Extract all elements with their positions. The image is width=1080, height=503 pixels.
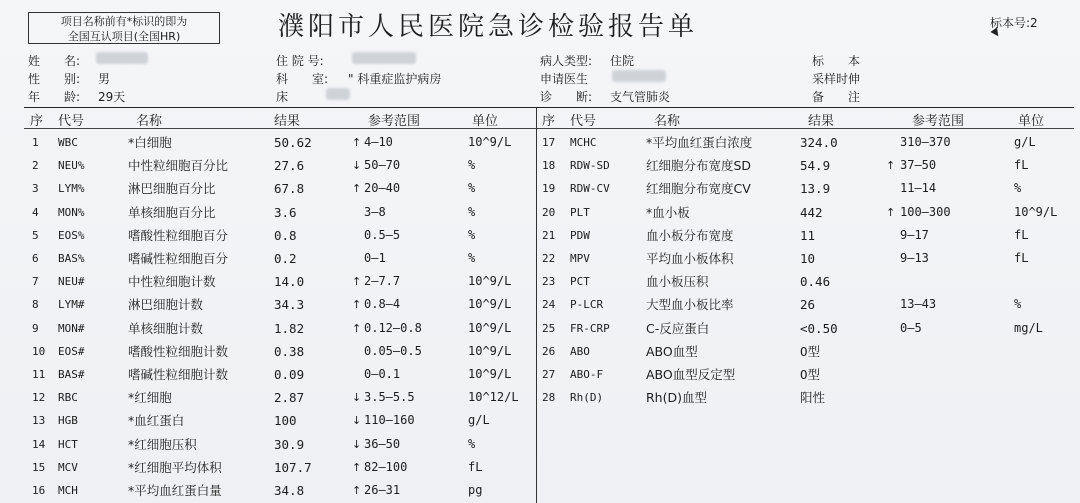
right-col-unit: 单位: [1018, 114, 1045, 129]
test-name: C-反应蛋白: [646, 320, 710, 336]
row-number: 16: [32, 484, 46, 497]
reference-range: 20—40: [364, 181, 401, 196]
test-unit: 10^9/L: [468, 367, 512, 381]
test-result: O型: [800, 367, 821, 382]
test-code: P-LCR: [570, 298, 604, 312]
row-number: 28: [542, 391, 556, 405]
row-number: 13: [32, 414, 46, 428]
test-code: MCV: [58, 460, 78, 474]
row-number: 19: [542, 182, 556, 196]
test-code: WBC: [58, 136, 78, 149]
abnormal-flag: ↓: [352, 391, 362, 405]
test-result: 0.38: [274, 343, 305, 359]
test-name: 淋巴细胞百分比: [128, 181, 216, 197]
test-result: 34.8: [274, 483, 305, 498]
test-name: ABO血型: [646, 343, 698, 359]
test-result: O型: [800, 343, 821, 359]
test-name: *红细胞: [128, 390, 172, 406]
test-result: 67.8: [274, 181, 305, 197]
test-result: 324.0: [800, 135, 838, 150]
reference-range: 4—10: [364, 135, 393, 149]
test-result: 14.0: [274, 274, 305, 290]
test-code: HGB: [58, 414, 78, 428]
test-result: 27.6: [274, 158, 305, 174]
test-code: HCT: [58, 437, 78, 451]
reference-range: 0.8—4: [364, 297, 401, 312]
test-name: 嗜碱性粒细胞百分: [128, 251, 229, 266]
patient-type-value: 住院: [610, 54, 635, 68]
mutual-recognition-notice: [28, 12, 220, 44]
test-result: 100: [274, 413, 297, 429]
table-row: [0, 177, 1080, 200]
notice-line-2: 全国互认项目(全国HR): [67, 30, 181, 43]
test-code: Rh(D): [570, 391, 604, 405]
test-name: *平均血红蛋白量: [128, 483, 222, 498]
test-unit: %: [1014, 181, 1022, 196]
abnormal-flag: ↑: [352, 321, 362, 335]
test-unit: %: [468, 436, 476, 451]
abnormal-flag: ↓: [352, 437, 362, 451]
abnormal-flag: ↑: [352, 275, 362, 289]
table-row: [0, 293, 1080, 316]
row-number: 15: [32, 460, 46, 474]
table-row: [0, 154, 1080, 177]
reference-range: 0—1: [364, 251, 386, 265]
test-name: 中性粒细胞计数: [128, 274, 216, 290]
row-number: 12: [32, 391, 46, 405]
row-number: 26: [542, 344, 556, 358]
test-result: 3.6: [274, 204, 297, 220]
name-redacted: [96, 52, 148, 64]
table-row: [0, 479, 1080, 502]
bed-label: 床: [276, 90, 313, 104]
reference-range: 310—370: [900, 135, 951, 149]
test-name: 嗜碱性粒细胞计数: [128, 367, 229, 382]
test-result: 0.46: [800, 274, 831, 290]
abnormal-flag: ↓: [352, 159, 362, 173]
table-row: [0, 201, 1080, 224]
abnormal-flag: ↑: [352, 136, 362, 149]
requesting-doctor-label: 申请医生: [540, 72, 589, 86]
reference-range: 9—13: [900, 251, 929, 265]
reference-range: 3—8: [364, 204, 386, 219]
patient-type-label: 病人类型:: [540, 54, 593, 68]
reference-range: 100—300: [900, 204, 951, 219]
reference-range: 0—5: [900, 320, 922, 335]
test-name: 血小板压积: [646, 274, 709, 290]
test-code: EOS%: [58, 228, 85, 242]
reference-range: 3.5—5.5: [364, 390, 415, 405]
specimen-label: 标 本: [812, 54, 861, 68]
test-result: 0.2: [274, 251, 297, 266]
test-code: RDW-SD: [570, 159, 610, 173]
left-col-reference: 参考范围: [368, 114, 421, 129]
test-result: 1.82: [274, 320, 305, 336]
test-code: LYM#: [58, 298, 85, 312]
report-title: 濮阳市人民医院急诊检验报告单: [278, 12, 699, 42]
test-unit: g/L: [468, 413, 490, 428]
test-name: 红细胞分布宽度CV: [646, 181, 751, 197]
test-code: EOS#: [58, 344, 85, 358]
test-code: RBC: [58, 391, 78, 405]
row-number: 24: [542, 298, 556, 312]
table-row: [0, 131, 1080, 154]
reference-range: 110—160: [364, 413, 415, 428]
bed-redacted: [326, 88, 350, 100]
test-code: ABO: [570, 344, 590, 358]
gender-label: 性 别:: [28, 72, 81, 86]
reference-range: 2—7.7: [364, 274, 401, 289]
test-unit: g/L: [1014, 135, 1036, 149]
table-row: [0, 247, 1080, 270]
test-unit: 10^9/L: [468, 135, 512, 149]
test-unit: 10^9/L: [1014, 204, 1058, 219]
name-label: 姓 名:: [28, 54, 81, 68]
test-name: 红细胞分布宽度SD: [646, 158, 752, 174]
department-label: 科 室:: [276, 72, 329, 86]
inpatient-no-redacted: [352, 52, 416, 64]
test-unit: %: [468, 158, 476, 173]
row-number: 6: [32, 252, 39, 265]
test-result: 0.09: [274, 367, 305, 382]
reference-range: 26—31: [364, 483, 401, 497]
row-number: 3: [32, 182, 39, 196]
left-col-result: 结果: [274, 114, 301, 129]
row-number: 21: [542, 228, 556, 242]
table-row: [0, 317, 1080, 340]
test-code: NEU%: [58, 159, 85, 173]
test-name: 平均血小板体积: [646, 251, 734, 266]
test-name: 单核细胞百分比: [128, 204, 216, 220]
gender-value: 男: [98, 72, 111, 86]
table-row: [0, 363, 1080, 386]
reference-range: 9—17: [900, 227, 929, 242]
row-number: 8: [32, 298, 39, 312]
test-unit: %: [468, 181, 476, 196]
test-name: *平均血红蛋白浓度: [646, 135, 753, 150]
test-name: *白细胞: [128, 135, 172, 150]
test-name: 淋巴细胞计数: [128, 297, 204, 313]
reference-range: 82—100: [364, 459, 408, 474]
test-unit: 10^9/L: [468, 320, 512, 335]
remark-label: 备 注: [812, 90, 861, 104]
test-unit: fL: [1014, 227, 1029, 242]
test-result: 10: [800, 251, 816, 266]
abnormal-flag: ↑: [886, 205, 896, 219]
reference-range: 0.5—5: [364, 227, 401, 242]
row-number: 14: [32, 437, 46, 451]
test-unit: 10^9/L: [468, 343, 512, 358]
reference-range: 36—50: [364, 436, 401, 451]
row-number: 27: [542, 368, 556, 381]
reference-range: 0.05—0.5: [364, 343, 422, 358]
left-col-code: 代号: [58, 114, 85, 129]
table-row: [0, 270, 1080, 293]
row-number: 23: [542, 275, 556, 289]
reference-range: 50—70: [364, 158, 401, 173]
reference-range: 37—50: [900, 158, 937, 173]
test-name: 嗜酸性粒细胞百分: [128, 227, 229, 243]
test-result: 54.9: [800, 158, 831, 174]
abnormal-flag: ↑: [352, 182, 362, 196]
test-result: 0.8: [274, 227, 297, 243]
doctor-redacted: [612, 70, 666, 82]
test-result: 50.62: [274, 135, 312, 150]
test-name: ABO血型反定型: [646, 367, 736, 382]
table-row: [0, 340, 1080, 363]
test-code: LYM%: [58, 182, 85, 196]
test-result: 阳性: [800, 390, 826, 406]
test-unit: mg/L: [1014, 320, 1043, 335]
reference-range: 0.12—0.8: [364, 320, 422, 335]
test-code: MCHC: [570, 136, 597, 149]
test-unit: %: [468, 251, 476, 265]
test-unit: fL: [468, 459, 483, 474]
right-col-code: 代号: [570, 114, 597, 129]
test-code: BAS%: [58, 252, 85, 265]
test-name: 大型血小板比率: [646, 297, 734, 313]
right-col-no: 序: [542, 114, 556, 129]
test-code: PCT: [570, 275, 590, 289]
abnormal-flag: ↑: [352, 484, 362, 497]
specimen-number: 标本号:2: [990, 16, 1038, 30]
test-unit: fL: [1014, 158, 1029, 173]
test-name: 中性粒细胞百分比: [128, 158, 229, 174]
test-unit: 10^9/L: [468, 297, 512, 312]
table-row: [0, 224, 1080, 247]
test-unit: 10^12/L: [468, 390, 519, 405]
right-col-reference: 参考范围: [912, 114, 965, 129]
row-number: 7: [32, 275, 39, 289]
test-result: 107.7: [274, 459, 312, 475]
test-name: *红细胞压积: [128, 436, 197, 452]
test-code: PDW: [570, 228, 590, 242]
abnormal-flag: ↓: [352, 414, 362, 428]
left-col-name: 名称: [136, 114, 163, 129]
table-row: [0, 386, 1080, 409]
row-number: 9: [32, 321, 39, 335]
row-number: 2: [32, 159, 39, 173]
reference-range: 0—0.1: [364, 367, 401, 381]
test-unit: fL: [1014, 251, 1029, 265]
test-result: 442: [800, 204, 823, 220]
test-name: 嗜酸性粒细胞计数: [128, 343, 229, 359]
test-name: *血红蛋白: [128, 413, 185, 429]
test-result: 2.87: [274, 390, 305, 406]
test-unit: %: [468, 204, 476, 219]
test-code: MPV: [570, 252, 590, 265]
row-number: 22: [542, 252, 556, 265]
test-unit: %: [1014, 297, 1022, 312]
row-number: 17: [542, 136, 556, 149]
test-code: ABO-F: [570, 368, 604, 381]
test-name: 血小板分布宽度: [646, 227, 734, 243]
test-code: BAS#: [58, 368, 85, 381]
table-row: [0, 456, 1080, 479]
row-number: 10: [32, 344, 46, 358]
test-code: MON#: [58, 321, 85, 335]
test-result: 11: [800, 227, 816, 243]
header-top-rule: [24, 107, 1074, 108]
left-col-no: 序: [30, 114, 44, 129]
notice-line-1: 项目名称前有*标识的即为: [60, 15, 188, 28]
inpatient-no-label: 住 院 号:: [276, 54, 324, 68]
test-result: <0.50: [800, 320, 838, 336]
right-col-name: 名称: [654, 114, 681, 129]
age-label: 年 龄:: [28, 90, 81, 104]
test-code: MON%: [58, 205, 85, 219]
test-unit: pg: [468, 483, 483, 497]
abnormal-flag: ↑: [352, 298, 362, 312]
row-number: 18: [542, 159, 556, 173]
row-number: 25: [542, 321, 556, 335]
table-row: [0, 433, 1080, 456]
test-code: NEU#: [58, 275, 85, 289]
test-name: *红细胞平均体积: [128, 459, 222, 475]
test-unit: 10^9/L: [468, 274, 512, 289]
test-result: 26: [800, 297, 816, 313]
department-value: " 科重症监护病房: [348, 72, 442, 86]
diagnosis-label: 诊 断:: [540, 90, 593, 104]
table-row: [0, 409, 1080, 432]
test-code: MCH: [58, 484, 78, 497]
test-code: PLT: [570, 205, 590, 219]
reference-range: 13—43: [900, 297, 937, 312]
row-number: 11: [32, 368, 46, 381]
row-number: 4: [32, 205, 39, 219]
test-name: *血小板: [646, 204, 690, 220]
test-code: FR-CRP: [570, 321, 610, 335]
reference-range: 11—14: [900, 181, 937, 196]
test-result: 30.9: [274, 436, 305, 452]
test-name: Rh(D)血型: [646, 390, 707, 406]
left-col-unit: 单位: [472, 114, 499, 129]
diagnosis-value: 支气管肺炎: [610, 90, 671, 104]
test-result: 13.9: [800, 181, 831, 197]
test-code: RDW-CV: [570, 182, 610, 196]
abnormal-flag: ↑: [886, 159, 896, 173]
age-value: 29天: [98, 90, 126, 104]
row-number: 5: [32, 228, 39, 242]
test-result: 34.3: [274, 297, 305, 313]
test-name: 单核细胞计数: [128, 320, 204, 336]
test-unit: %: [468, 227, 476, 242]
right-col-result: 结果: [808, 114, 835, 129]
row-number: 20: [542, 205, 556, 219]
abnormal-flag: ↑: [352, 460, 362, 474]
row-number: 1: [32, 136, 39, 149]
sample-time-label: 采样时伸: [812, 72, 861, 86]
